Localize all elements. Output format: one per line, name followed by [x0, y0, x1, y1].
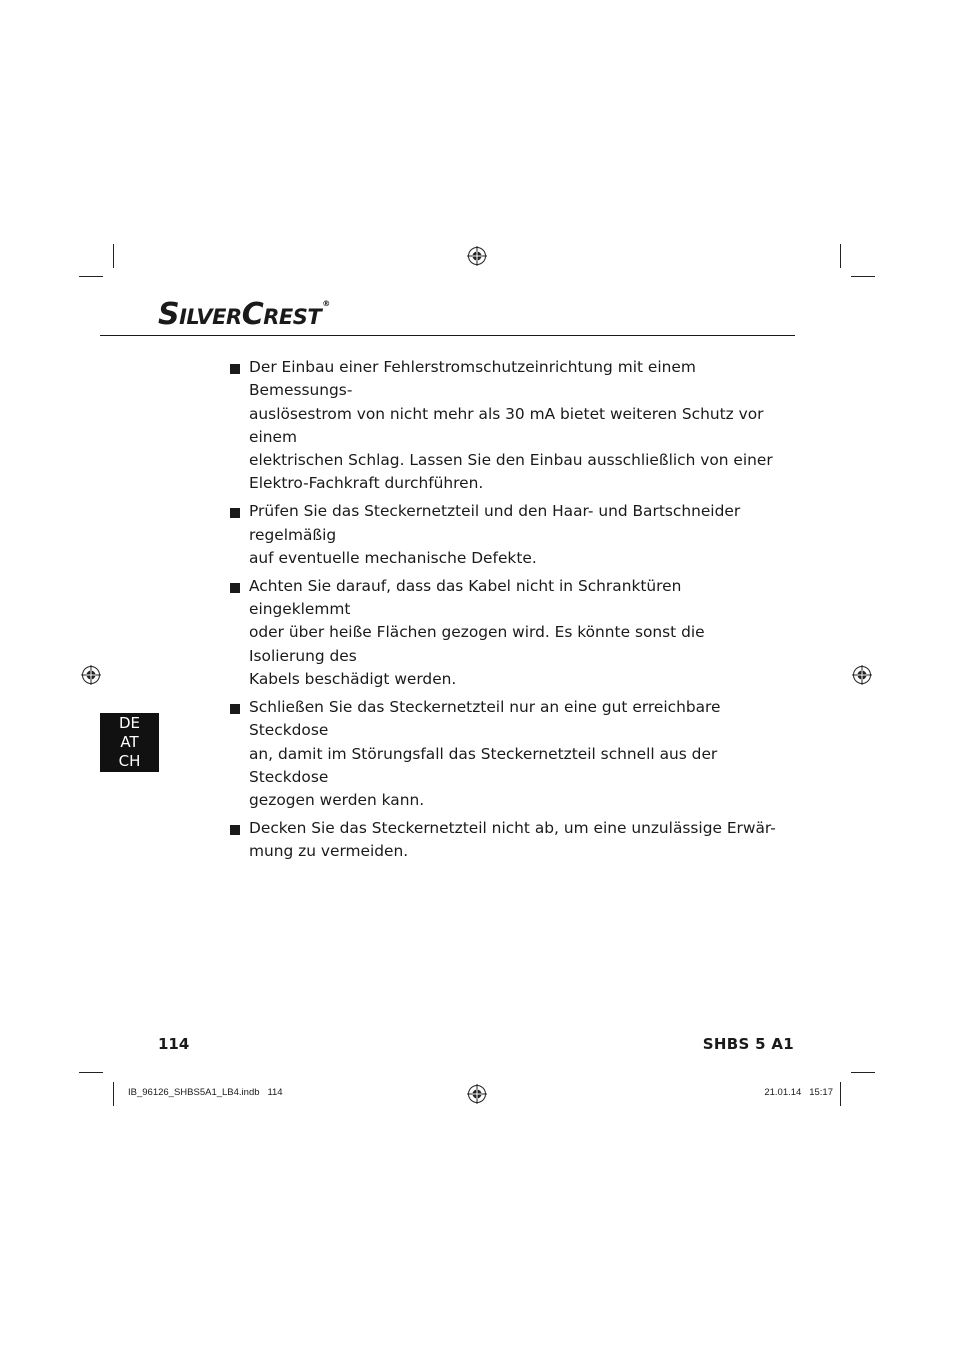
header-rule	[100, 335, 795, 336]
list-item	[230, 817, 780, 864]
language-code: DE	[118, 714, 141, 732]
list-item-line: oder über heiße Flächen gezogen wird. Es könnte sonst die Isolierung des	[249, 623, 705, 665]
list-item	[230, 356, 780, 496]
list-item-line: Achten Sie darauf, dass das Kabel nicht in Schranktüren eingeklemmt	[249, 576, 682, 619]
language-tab	[100, 713, 159, 772]
bullet-square-icon	[230, 825, 240, 835]
brand-initial: C	[241, 297, 264, 332]
crop-mark	[113, 244, 114, 268]
crop-mark	[79, 1072, 103, 1073]
crop-mark	[840, 1082, 841, 1106]
list-item-line: gezogen werden kann.	[249, 791, 425, 810]
crop-mark	[113, 1082, 114, 1106]
bullet-square-icon	[230, 364, 240, 374]
list-item-line: auslösestrom von nicht mehr als 30 mA bietet weiteren Schutz vor einem	[249, 404, 764, 446]
list-item	[230, 500, 780, 570]
list-item	[230, 696, 780, 812]
list-item-line: Elektro-Fachkraft durchführen.	[249, 474, 484, 493]
model-number: SHBS 5 A1	[702, 1035, 794, 1053]
list-item-line: Kabels beschädigt werden.	[249, 670, 457, 689]
print-slug-file: IB_96126_SHBS5A1_LB4.indb 114	[128, 1087, 283, 1098]
list-item	[230, 575, 780, 691]
list-item-line: Prüfen Sie das Steckernetzteil und den Haar- und Bartschneider regelmäßig	[249, 502, 741, 544]
list-item-line: elektrischen Schlag. Lassen Sie den Einbau ausschließlich von einer	[249, 451, 773, 470]
brand-initial: S	[158, 297, 180, 332]
print-slug-datetime: 21.01.14 15:17	[764, 1087, 833, 1098]
registration-mark-icon	[81, 665, 101, 685]
bullet-square-icon	[230, 508, 240, 518]
registration-mark-icon	[852, 665, 872, 685]
language-code: CH	[118, 752, 141, 770]
list-item-line: auf eventuelle mechanische Defekte.	[249, 548, 537, 567]
safety-instructions-list	[230, 356, 780, 868]
registration-mark-icon	[467, 1084, 487, 1104]
crop-mark	[851, 1072, 875, 1073]
page-number: 114	[158, 1035, 190, 1053]
registration-mark-icon	[467, 246, 487, 266]
list-item-line: Der Einbau einer Fehlerstromschutzeinrichtung mit einem Bemessungs-	[249, 358, 696, 400]
brand-text: REST	[263, 305, 322, 329]
trademark-symbol: ®	[322, 299, 330, 308]
crop-mark	[840, 244, 841, 268]
list-item-line: Schließen Sie das Steckernetzteil nur an eine gut erreichbare Steckdose	[249, 697, 721, 740]
brand-logo	[158, 297, 330, 332]
brand-text: ILVER	[179, 305, 242, 329]
list-item-line: mung zu vermeiden.	[249, 842, 409, 861]
crop-mark	[851, 276, 875, 277]
list-item-line: Decken Sie das Steckernetzteil nicht ab, um eine unzulässige Erwär-	[249, 819, 776, 838]
language-code: AT	[120, 733, 139, 751]
crop-mark	[79, 276, 103, 277]
bullet-square-icon	[230, 583, 240, 593]
list-item-line: an, damit im Störungsfall das Steckernetzteil schnell aus der Steckdose	[249, 744, 718, 786]
bullet-square-icon	[230, 704, 240, 714]
